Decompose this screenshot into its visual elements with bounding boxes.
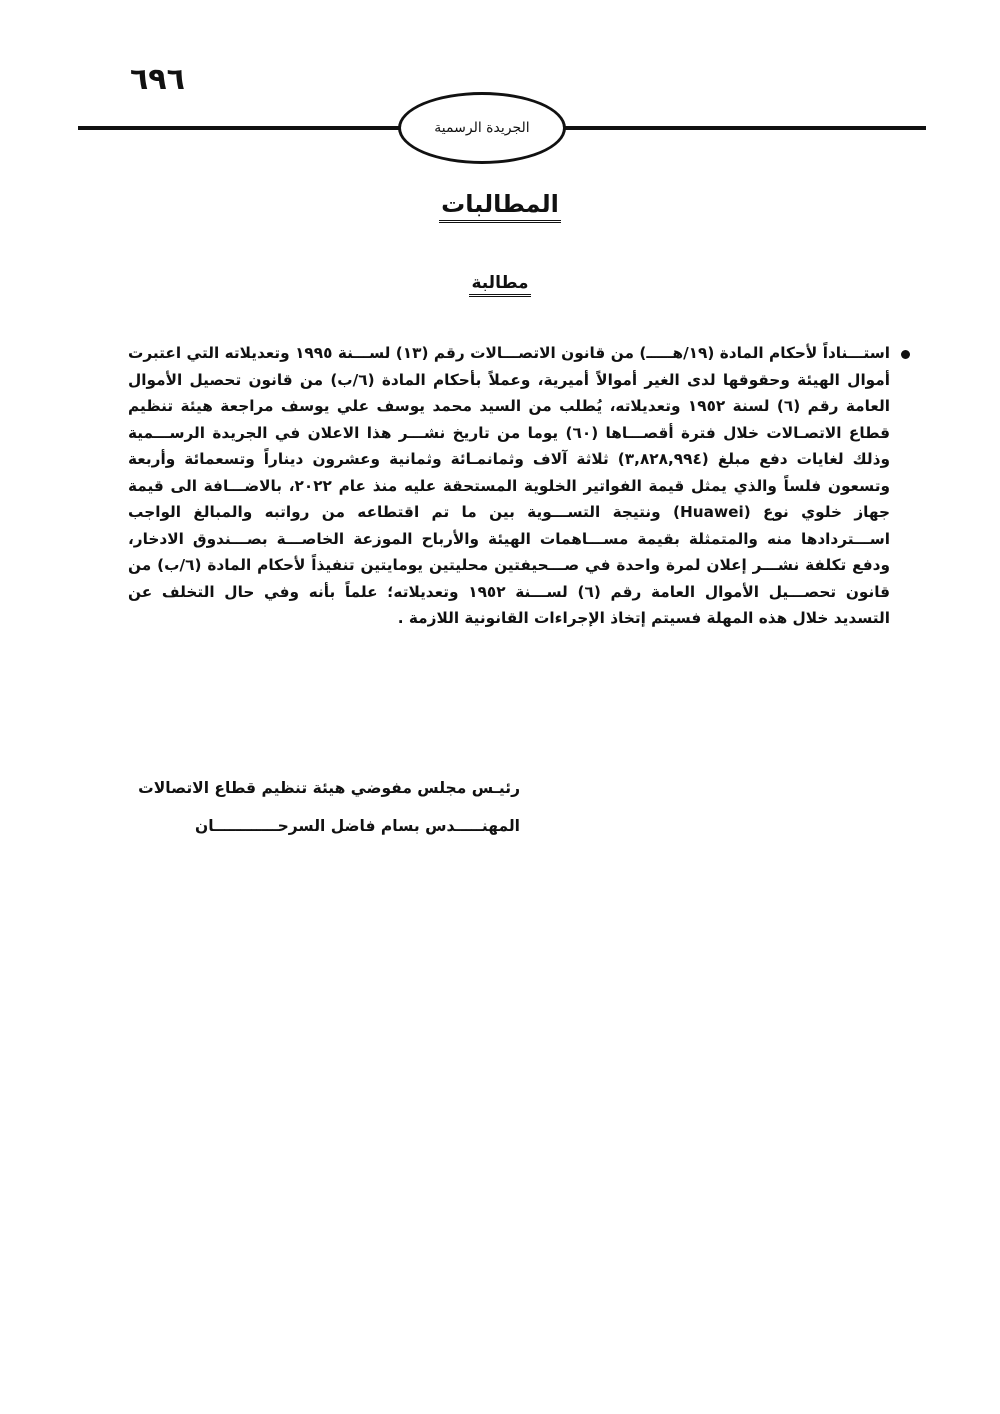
notice-body: استـــناداً لأحكام المادة (١٩/هـــــ) من قانون الاتصـــالات رقم (١٣) لســـنة ١٩٩٥ وتعديلاته التي اعتبرت أموال الهيئة وحقوقها لدى الغير أموالاً أميرية، وعملاً بأحكام المادة (٦/ب) من قانون تحصيل الأموال العامة رقم (٦) لسنة ١٩٥٢ وتعديلاته، يُطلب من السيد محمد يوسف علي يوسف مراجعة هيئة تنظيم قطاع الاتصـالات خلال فترة أقصـــاها (٦٠) يوما من تاريخ نشـــر هذا الاعلان في الجريدة الرســـمية وذلك لغايات دفع مبلغ (٣,٨٢٨,٩٩٤) ثلاثة آلاف وثمانمـائة وثمانية وعشرون ديناراً وتسعمائة وأربعة وتسعون فلساً والذي يمثل قيمة الفواتير الخلوية المستحقة عليه منذ عام ٢٠٢٢، بالاضـــافة الى قيمة جهاز خلوي نوع (Huawei) ونتيجة التســـوية بين ما تم اقتطاعه من رواتبه والمبالغ الواجب اســـتردادها منه والمتمثلة بقيمة مســـاهمات الهيئة والأرباح الموزعة الخاصـــة بصـــندوق الادخار، ودفع تكلفة نشـــر إعلان لمرة واحدة في صـــحيفتين محليتين يومايتين تنفيذاً لأحكام المادة (٦/ب) من قانون تحصـــيل الأموال العامة رقم (٦) لســـنة ١٩٥٢ وتعديلاته؛ علماً بأنه وفي حال التخلف عن التسديد خلال هذه المهلة فسيتم إتخاذ الإجراءات القانونية اللازمة .	[128, 344, 891, 627]
signature-title: رئيـس مجلس مفوضي هيئة تنظيم قطاع الاتصالات	[138, 779, 520, 797]
masthead-title: الجريدة الرسمية	[434, 120, 530, 136]
notice-subtitle-text: مطالبة	[469, 273, 530, 297]
section-title-text: المطالبات	[439, 190, 561, 223]
masthead-oval	[398, 92, 566, 164]
section-title	[0, 190, 1000, 218]
bullet-dot-icon	[901, 350, 910, 359]
page-number: ٦٩٦	[130, 62, 185, 97]
notice-block	[128, 340, 890, 632]
signature-name: المهنـــــدس بسام فاضل السرحــــــــــــان	[194, 817, 520, 835]
notice-subtitle	[0, 273, 1000, 293]
